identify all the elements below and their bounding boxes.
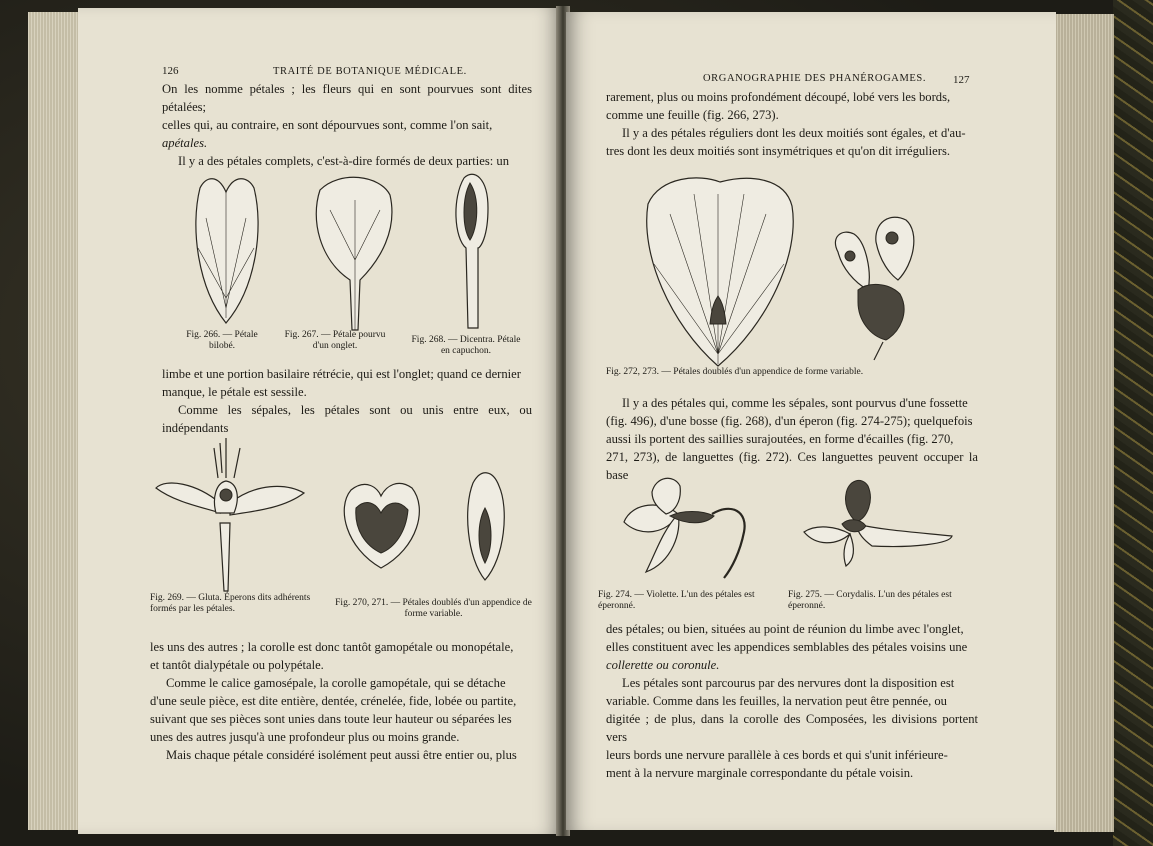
figure-274-violet bbox=[622, 472, 752, 582]
marbled-cover-edge bbox=[1113, 0, 1153, 846]
caption-fig-268: Fig. 268. — Dicentra. Pétale en capuchon. bbox=[411, 335, 521, 356]
text-block-right-middle bbox=[606, 394, 978, 484]
caption-fig-267: Fig. 267. — Pétale pourvu d'un onglet. bbox=[284, 330, 386, 351]
text-line: Les pétales sont parcourus par des nervures dont la disposition est bbox=[622, 676, 955, 690]
text-line: d'une seule pièce, est dite entière, dentée, crénelée, fide, lobée ou partite, bbox=[150, 694, 517, 708]
left-page bbox=[78, 8, 562, 834]
figure-271-petal-appendix bbox=[463, 468, 508, 583]
text-line: limbe et une portion basilaire rétrécie, qui est l'onglet; quand ce dernier bbox=[162, 367, 521, 381]
figure-267-clawed-petal bbox=[310, 170, 400, 335]
text-line: aussi ils portent des saillies surajoutées, en forme d'écailles (fig. 270, bbox=[606, 432, 954, 446]
text-line: comme une feuille (fig. 266, 273). bbox=[606, 108, 779, 122]
figure-270-petal-appendix bbox=[336, 478, 431, 573]
running-head-left: TRAITÉ DE BOTANIQUE MÉDICALE. bbox=[273, 66, 467, 77]
text-line: elles constituent avec les appendices semblables des pétales voisins une bbox=[606, 640, 968, 654]
text-line: suivant que ses pièces sont unies dans toute leur hauteur ou séparées les bbox=[150, 712, 512, 726]
caption-fig-275: Fig. 275. — Corydalis. L'un des pétales est éperonné. bbox=[788, 590, 952, 611]
text-block-left-top bbox=[162, 80, 532, 170]
figure-268-hooded-petal bbox=[448, 168, 498, 333]
text-line: Comme le calice gamosépale, la corolle gamopétale, qui se détache bbox=[166, 676, 506, 690]
figure-273-corolla-section bbox=[828, 202, 938, 362]
figure-275-corydalis bbox=[802, 474, 962, 569]
text-line: manque, le pétale est sessile. bbox=[162, 385, 307, 399]
text-line: digitée ; de plus, dans la corolle des Composées, les divisions portent vers bbox=[606, 712, 978, 744]
caption-fig-266: Fig. 266. — Pétale bilobé. bbox=[186, 330, 258, 351]
text-line: celles qui, au contraire, en sont dépourvues sont, comme l'on sait, bbox=[162, 118, 493, 132]
page-number-right: 127 bbox=[953, 74, 970, 86]
text-line: unes des autres jusqu'à une profondeur plus ou moins grande. bbox=[150, 730, 460, 744]
text-line: et tantôt dialypétale ou polypétale. bbox=[150, 658, 324, 672]
text-block-left-bottom bbox=[150, 638, 535, 764]
text-line: tres dont les deux moitiés sont insymétriques et qu'on dit irréguliers. bbox=[606, 144, 950, 158]
text-block-right-bottom bbox=[606, 620, 978, 782]
text-line: Il y a des pétales qui, comme les sépales, sont pourvus d'une fossette bbox=[622, 396, 968, 410]
figure-269-gluta-flower bbox=[156, 433, 306, 593]
left-page-block-edge bbox=[28, 12, 78, 830]
text-line: 271, 273), de languettes (fig. 272). Ces languettes peuvent occuper la base bbox=[606, 450, 978, 482]
figure-272-large-petal bbox=[640, 174, 800, 369]
text-line: (fig. 496), d'une bosse (fig. 268), d'un éperon (fig. 274-275); quelquefois bbox=[606, 414, 973, 428]
text-line: variable. Comme dans les feuilles, la nervation peut être pennée, ou bbox=[606, 694, 947, 708]
text-line: les uns des autres ; la corolle est donc tantôt gamopétale ou monopétale, bbox=[150, 640, 514, 654]
right-page bbox=[566, 12, 1056, 830]
text-line: On les nomme pétales ; les fleurs qui en sont pourvues sont dites pétalées; bbox=[162, 82, 532, 114]
text-line: rarement, plus ou moins profondément découpé, lobé vers les bords, bbox=[606, 90, 951, 104]
caption-fig-269: Fig. 269. — Gluta. Éperons dits adhérents formés par les pétales. bbox=[150, 593, 311, 614]
caption-fig-270-271: Fig. 270, 271. — Pétales doublés d'un appendice de forme variable. bbox=[335, 598, 532, 619]
text-line: Comme les sépales, les pétales sont ou unis entre eux, ou indépendants bbox=[162, 403, 532, 435]
page-number-left: 126 bbox=[162, 65, 179, 77]
text-block-left-middle bbox=[162, 365, 532, 437]
figure-266-bilobed-petal bbox=[188, 168, 268, 328]
text-line: ment à la nervure marginale correspondante du pétale voisin. bbox=[606, 766, 914, 780]
text-line: Il y a des pétales complets, c'est-à-dire formés de deux parties: un bbox=[178, 154, 509, 168]
text-block-right-top bbox=[606, 88, 978, 160]
caption-fig-274: Fig. 274. — Violette. L'un des pétales est éperonné. bbox=[598, 590, 755, 611]
text-line: Il y a des pétales réguliers dont les deux moitiés sont égales, et d'au- bbox=[622, 126, 966, 140]
text-line: des pétales; ou bien, situées au point de réunion du limbe avec l'onglet, bbox=[606, 622, 964, 636]
caption-fig-272-273: Fig. 272, 273. — Pétales doublés d'un appendice de forme variable. bbox=[606, 367, 864, 377]
running-head-right: ORGANOGRAPHIE DES PHANÉROGAMES. bbox=[703, 73, 927, 84]
text-line: apétales. bbox=[162, 136, 208, 150]
text-line: Mais chaque pétale considéré isolément peut aussi être entier ou, plus bbox=[166, 748, 517, 762]
text-line: leurs bords une nervure parallèle à ces bords et qui s'unit inférieure- bbox=[606, 748, 948, 762]
text-line: collerette ou coronule. bbox=[606, 658, 720, 672]
right-page-block-edge bbox=[1054, 14, 1114, 832]
